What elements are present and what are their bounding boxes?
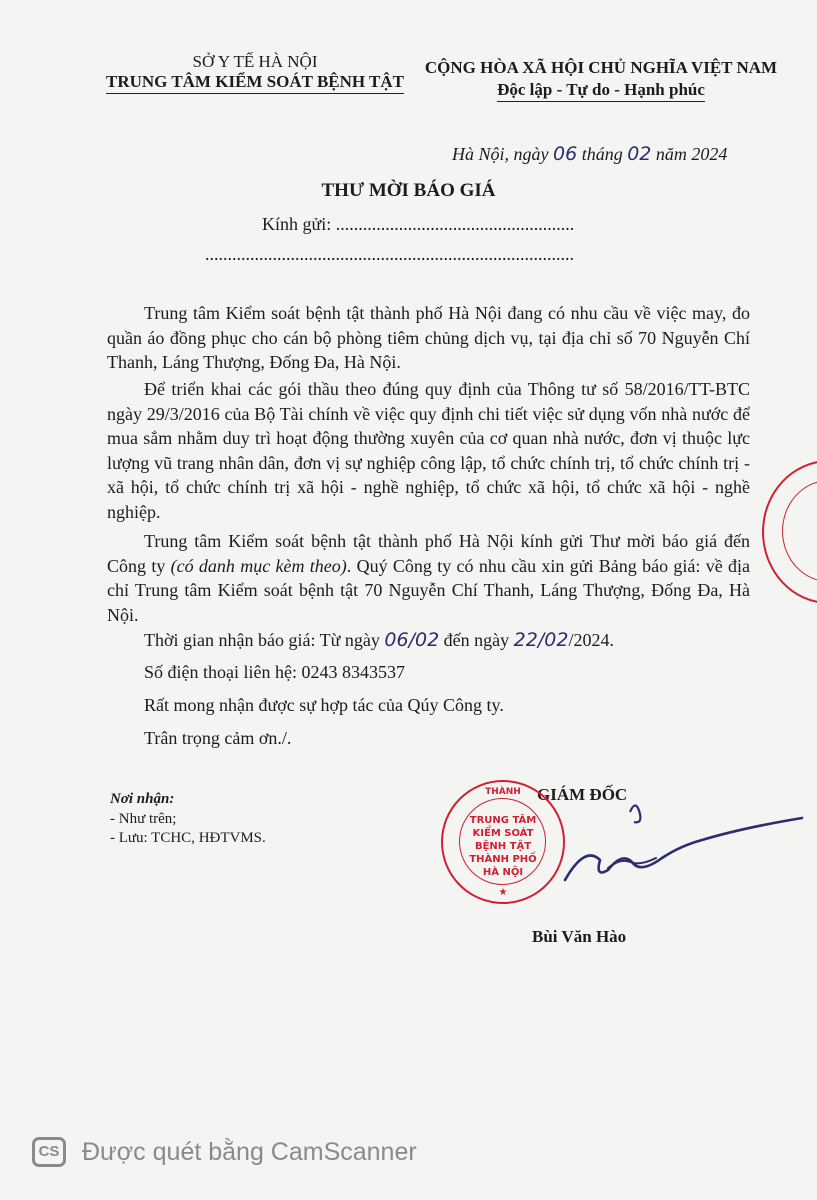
signer-name: Bùi Văn Hào — [532, 927, 627, 946]
thanks-line: Trân trọng cảm ơn./. — [144, 728, 292, 748]
stamp-arc-text: THÀNH — [485, 787, 521, 797]
recipient-line: Kính gửi: ..................................................... — [262, 214, 575, 234]
agency-parent: SỞ Y TẾ HÀ NỘI — [192, 52, 318, 71]
agency-name: TRUNG TÂM KIỂM SOÁT BỆNH TẬT — [90, 72, 420, 94]
camscanner-logo: CS — [32, 1137, 66, 1167]
document-date: Hà Nội, ngày 06 tháng 02 năm 2024 — [452, 143, 728, 165]
camscanner-watermark: Được quét bằng CamScanner — [82, 1138, 417, 1166]
page-title: THƯ MỜI BÁO GIÁ — [321, 180, 496, 201]
national-title: CỘNG HÒA XÃ HỘI CHỦ NGHĨA VIỆT NAM — [424, 58, 778, 77]
recipients-item: - Lưu: TCHC, HĐTVMS. — [110, 830, 266, 846]
handwritten-month: 02 — [627, 143, 652, 165]
paragraph-2: Để triển khai các gói thầu theo đúng quy định của Thông tư số 58/2016/TT-BTC ngày 29/3/2016 của Bộ Tài chính về việc quy định chi tiết việc sử dụng vốn nhà nước để mua sắm nhằm duy trì hoạt động thường xuyên của cơ quan nhà nước, đơn vị thuộc lực lượng vũ trang nhân dân, đơn vị sự nghiệp công lập, tổ chức chính trị, tổ chức chính trị - xã hội, tổ chức chính trị xã hội - nghề nghiệp, tổ chức xã hội, tổ chức xã hội - nghề nghiệp. — [107, 379, 750, 522]
recipients-label: Nơi nhận: — [110, 791, 175, 807]
contact-phone: Số điện thoại liên hệ: 0243 8343537 — [144, 662, 405, 682]
official-stamp: THÀNH TRUNG TÂM KIỂM SOÁT BỆNH TẬT THÀNH PHỐ HÀ NỘI ★ — [441, 780, 565, 904]
margin-seal — [762, 460, 817, 604]
handwritten-signature — [560, 790, 805, 890]
paragraph-1: Trung tâm Kiểm soát bệnh tật thành phố Hà Nội đang có nhu cầu về việc may, đo quần áo đồng phục cho cán bộ phòng tiêm chủng dịch vụ, tại địa chỉ số 70 Nguyễn Chí Thanh, Láng Thượng, Đống Đa, Hà Nội. — [107, 303, 750, 372]
quote-time: Thời gian nhận báo giá: Từ ngày 06/02 đến ngày 22/02/2024. — [144, 629, 614, 651]
paragraph-3: Trung tâm Kiểm soát bệnh tật thành phố Hà Nội kính gửi Thư mời báo giá đến Công ty (có danh mục kèm theo). Quý Công ty có nhu cầu xin gửi Bảng báo giá: về địa chỉ Trung tâm Kiểm soát bệnh tật 70 Nguyễn Chí Thanh, Láng Thượng, Đống Đa, Hà Nội. — [107, 531, 750, 625]
recipients-item: - Như trên; — [110, 811, 177, 827]
handwritten-day: 06 — [553, 143, 578, 165]
national-motto: Độc lập - Tự do - Hạnh phúc — [415, 80, 787, 102]
signer-position: GIÁM ĐỐC — [537, 785, 628, 804]
recipient-dots: .................................................................................. — [205, 244, 574, 264]
cooperation-line: Rất mong nhận được sự hợp tác của Qúy Công ty. — [144, 695, 504, 715]
star-icon: ★ — [498, 887, 508, 898]
